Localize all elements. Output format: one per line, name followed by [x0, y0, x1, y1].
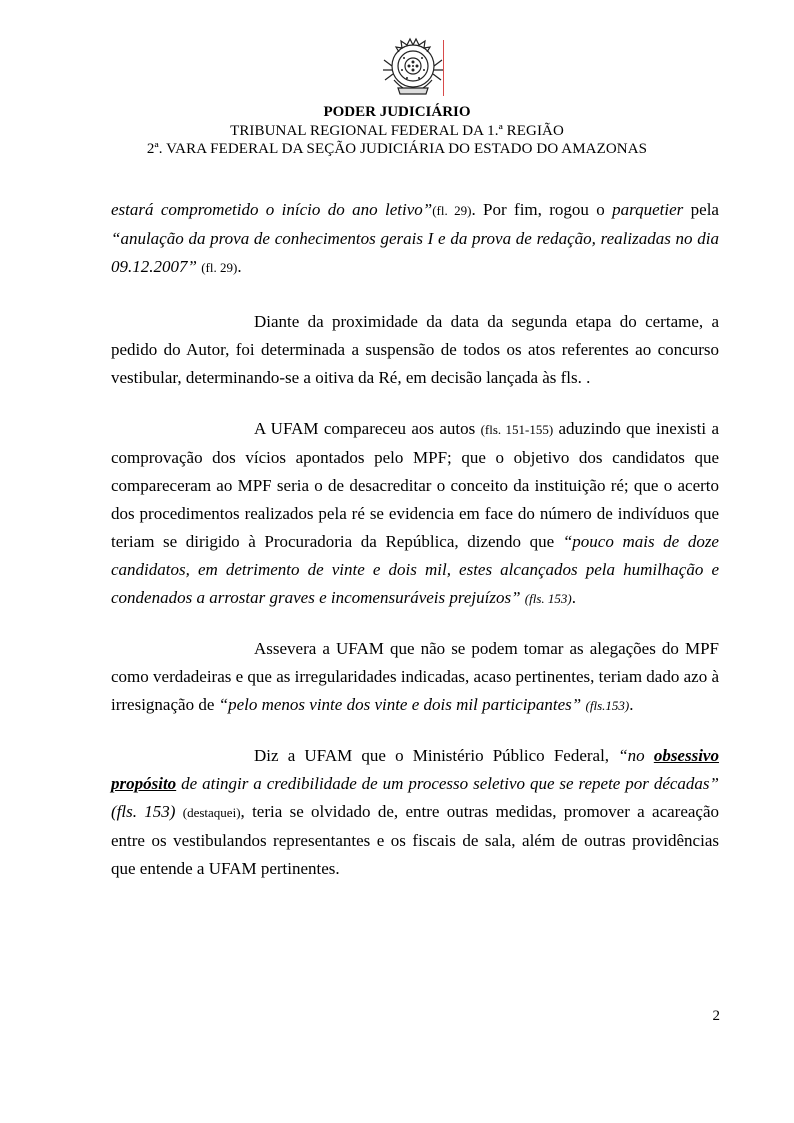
page-reference: (fls. 151-155) [480, 422, 554, 437]
paragraph-3 [111, 415, 719, 613]
document-body [111, 196, 719, 883]
text: A UFAM compareceu aos autos [254, 419, 481, 438]
page-reference: (fls. 153) [524, 591, 572, 606]
text: aduzindo que inexisti a comprovação dos vícios apontados pelo MPF; que o objetivo dos candidatos que compareceram ao MPF seria o de desacreditar o conceito da instituição ré; que o acerto dos procedimentos realizados pela ré se evidencia em face do número de indivíduos que teriam se dirigido à Procuradoria da República, dizendo que [111, 419, 719, 551]
text: . [629, 695, 634, 714]
margin-rule [443, 40, 444, 96]
emphasis: obsessivo propósito [111, 746, 719, 793]
text: . Por fim, rogou o [471, 200, 613, 219]
page-reference: (fl. 29) [432, 203, 472, 218]
text: . [237, 257, 242, 276]
text: , teria se olvidado de, entre outras medidas, promover a acareação entre os vestibulandos representantes e os fiscais de sala, além de outras providências que entende a UFAM pertinentes. [111, 802, 720, 878]
page-reference: (fls.153) [585, 698, 630, 713]
paragraph-1 [111, 196, 719, 282]
page-reference: (fl. 29) [201, 260, 238, 275]
quote: “pouco mais de doze candidatos, em detrimento de vinte e dois mil, estes alcançados pela humilhação e condenados a arrostar graves e incomensuráveis prejuízos” [111, 532, 719, 607]
term-parquetier: parquetier [612, 200, 684, 219]
quote: “anulação da prova de conhecimentos gerais I e da prova de redação, realizadas no dia 09.12.2007” [111, 229, 719, 276]
paragraph-5 [111, 742, 719, 883]
header-line-2: TRIBUNAL REGIONAL FEDERAL DA 1.ª REGIÃO [230, 123, 564, 139]
page-number: 2 [712, 1008, 720, 1024]
quote: “no [618, 746, 654, 765]
paragraph-2 [111, 308, 719, 392]
text: pela [683, 200, 719, 219]
coat-of-arms-emblem [380, 36, 446, 102]
text: Assevera a UFAM que não se podem tomar as alegações do MPF como verdadeiras e que as irregularidades indicadas, acaso pertinentes, teriam dado azo à irresignação de [111, 639, 719, 714]
note-reference: (destaquei) [182, 805, 241, 820]
quote: “pelo menos vinte dos vinte e dois mil participantes” [218, 695, 582, 714]
text: . [571, 588, 576, 607]
header-line-1: PODER JUDICIÁRIO [323, 104, 471, 120]
quote: de atingir a credibilidade de um processo seletivo que se repete por décadas” (fls. 153) [111, 774, 719, 821]
document-header [0, 103, 794, 158]
text: Diante da proximidade da data da segunda etapa do certame, a pedido do Autor, foi determinada a suspensão de todos os atos referentes ao concurso vestibular, determinando-se a oitiva da Ré, em decisão lançada às fls. . [111, 312, 719, 387]
header-line-3: 2ª. VARA FEDERAL DA SEÇÃO JUDICIÁRIA DO ESTADO DO AMAZONAS [146, 141, 648, 157]
paragraph-4 [111, 635, 719, 720]
quote: estará comprometido o início do ano letivo” [111, 200, 433, 219]
text: Diz a UFAM que o Ministério Público Federal, [254, 746, 619, 765]
